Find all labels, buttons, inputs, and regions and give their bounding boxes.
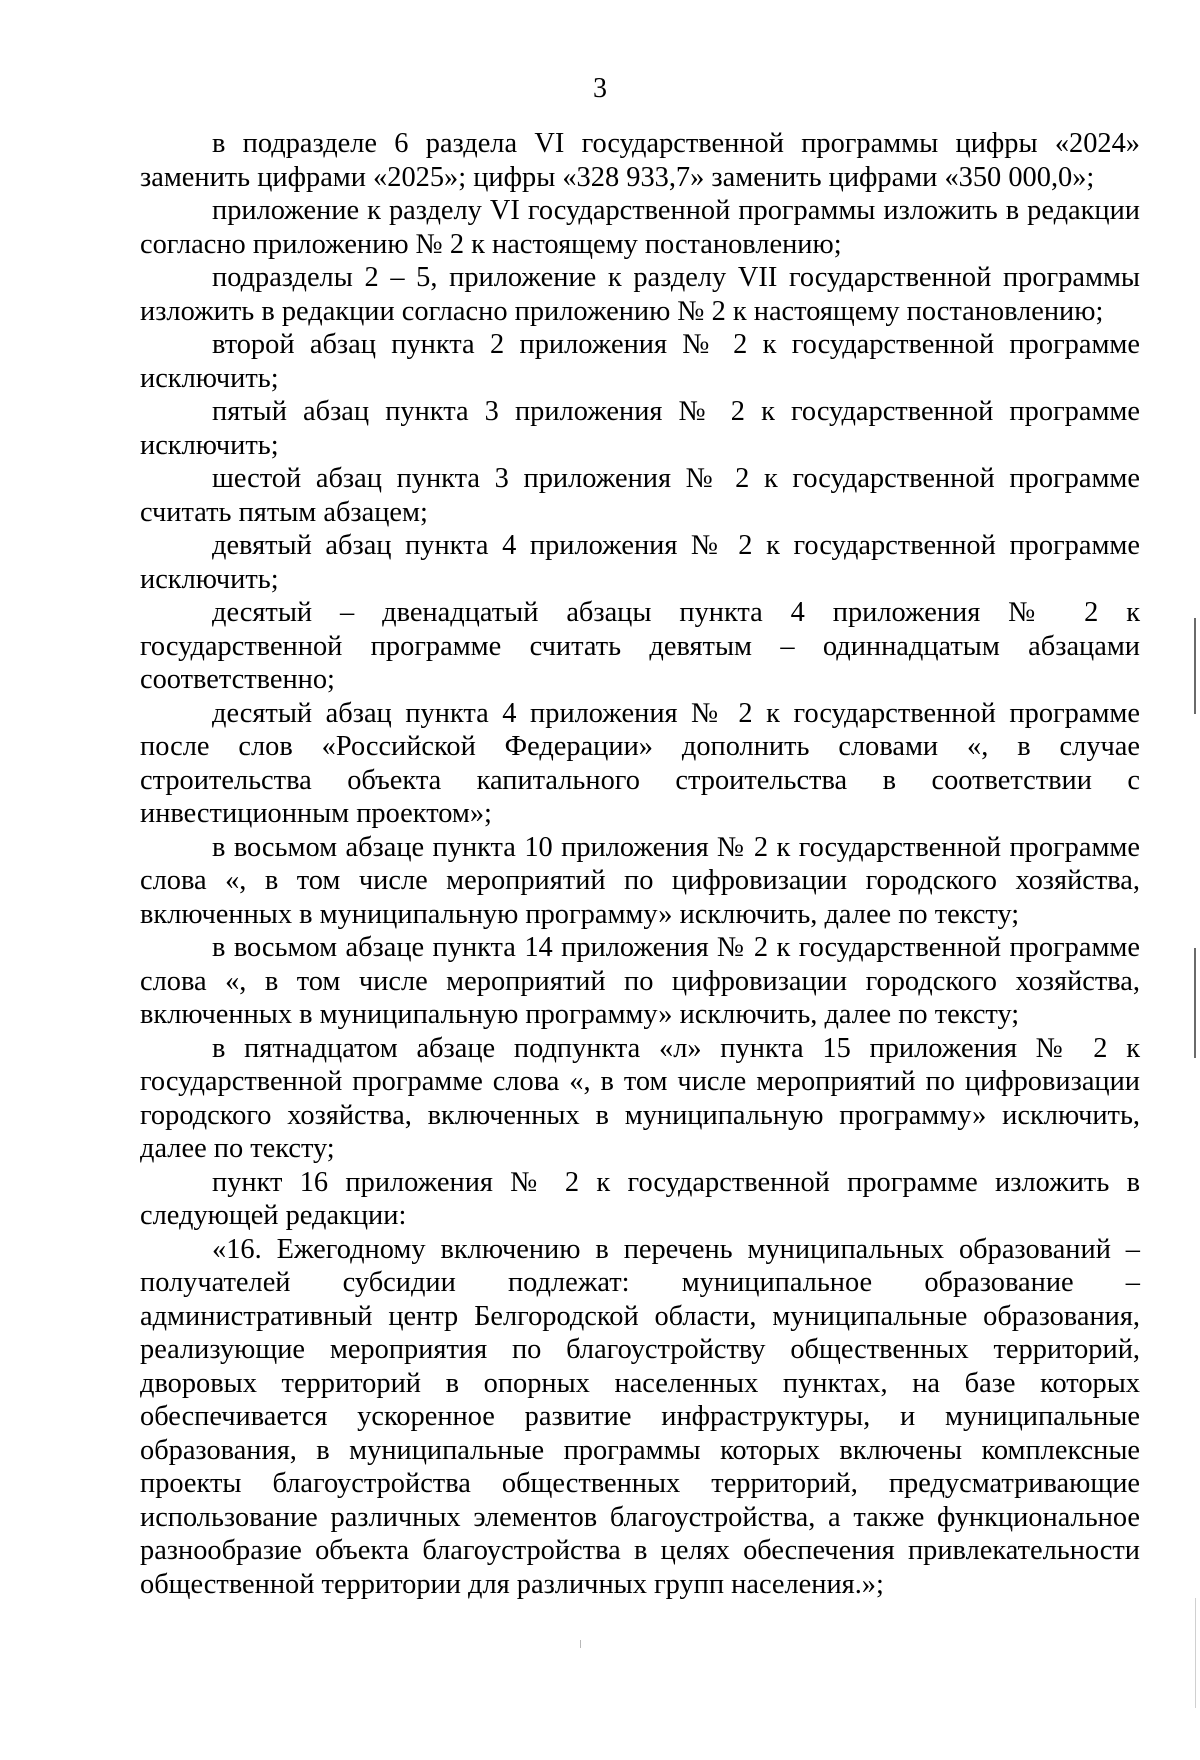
paragraph: в подразделе 6 раздела VI государственной программы цифры «2024» заменить цифрами «2025»; цифры «328 933,7» заменить цифрами «350 000,0»; xyxy=(140,128,1140,193)
paragraph: шестой абзац пункта 3 приложения № 2 к государственной программе считать пятым абзацем; xyxy=(140,463,1140,528)
paragraph: девятый абзац пункта 4 приложения № 2 к государственной программе исключить; xyxy=(140,530,1140,595)
document-body xyxy=(140,127,1140,1601)
scan-edge-mark xyxy=(1194,618,1196,714)
scan-artifact xyxy=(580,1640,581,1648)
paragraph: в пятнадцатом абзаце подпункта «л» пункта 15 приложения № 2 к государственной программе слова «, в том числе мероприятий по цифровизации городского хозяйства, включенных в муниципальную программу» исключить, далее по тексту; xyxy=(140,1032,1140,1164)
paragraph: приложение к разделу VI государственной программы изложить в редакции согласно приложению № 2 к настоящему постановлению; xyxy=(140,195,1140,260)
paragraph: второй абзац пункта 2 приложения № 2 к государственной программе исключить; xyxy=(140,329,1140,394)
paragraph: пункт 16 приложения № 2 к государственной программе изложить в следующей редакции: xyxy=(140,1166,1140,1231)
paragraph: в восьмом абзаце пункта 14 приложения № 2 к государственной программе слова «, в том числе мероприятий по цифровизации городского хозяйства, включенных в муниципальную программу» исключить, далее по тексту; xyxy=(140,932,1140,1030)
paragraph: «16. Ежегодному включению в перечень муниципальных образований – получателей субсидии подлежат: муниципальное образование – административный центр Белгородской области, муниципальные образования, реализующие мероприятия по благоустройству общественных территорий, дворовых территорий в опорных населенных пунктах, на базе которых обеспечивается ускоренное развитие инфраструктуры, и муниципальные образования, в муниципальные программы которых включены комплексные проекты благоустройства общественных территорий, предусматривающие использование различных элементов благоустройства, а также функциональное разнообразие объекта благоустройства в целях обеспечения привлекательности общественной территории для различных групп населения.»; xyxy=(140,1233,1140,1600)
paragraph: десятый абзац пункта 4 приложения № 2 к государственной программе после слов «Российской Федерации» дополнить словами «, в случае строительства объекта капитального строительства в соответствии с инвестиционным проектом»; xyxy=(140,697,1140,829)
scan-edge-mark xyxy=(1195,1598,1196,1708)
paragraph: десятый – двенадцатый абзацы пункта 4 приложения № 2 к государственной программе считать девятым – одиннадцатым абзацами соответственно; xyxy=(140,597,1140,695)
paragraph: в восьмом абзаце пункта 10 приложения № 2 к государственной программе слова «, в том числе мероприятий по цифровизации городского хозяйства, включенных в муниципальную программу» исключить, далее по тексту; xyxy=(140,831,1140,930)
paragraph: пятый абзац пункта 3 приложения № 2 к государственной программе исключить; xyxy=(140,396,1140,461)
scan-edge-mark xyxy=(1194,948,1196,1058)
page-number: 3 xyxy=(593,73,607,104)
paragraph: подразделы 2 – 5, приложение к разделу VII государственной программы изложить в редакции согласно приложению № 2 к настоящему постановлению; xyxy=(140,262,1140,327)
